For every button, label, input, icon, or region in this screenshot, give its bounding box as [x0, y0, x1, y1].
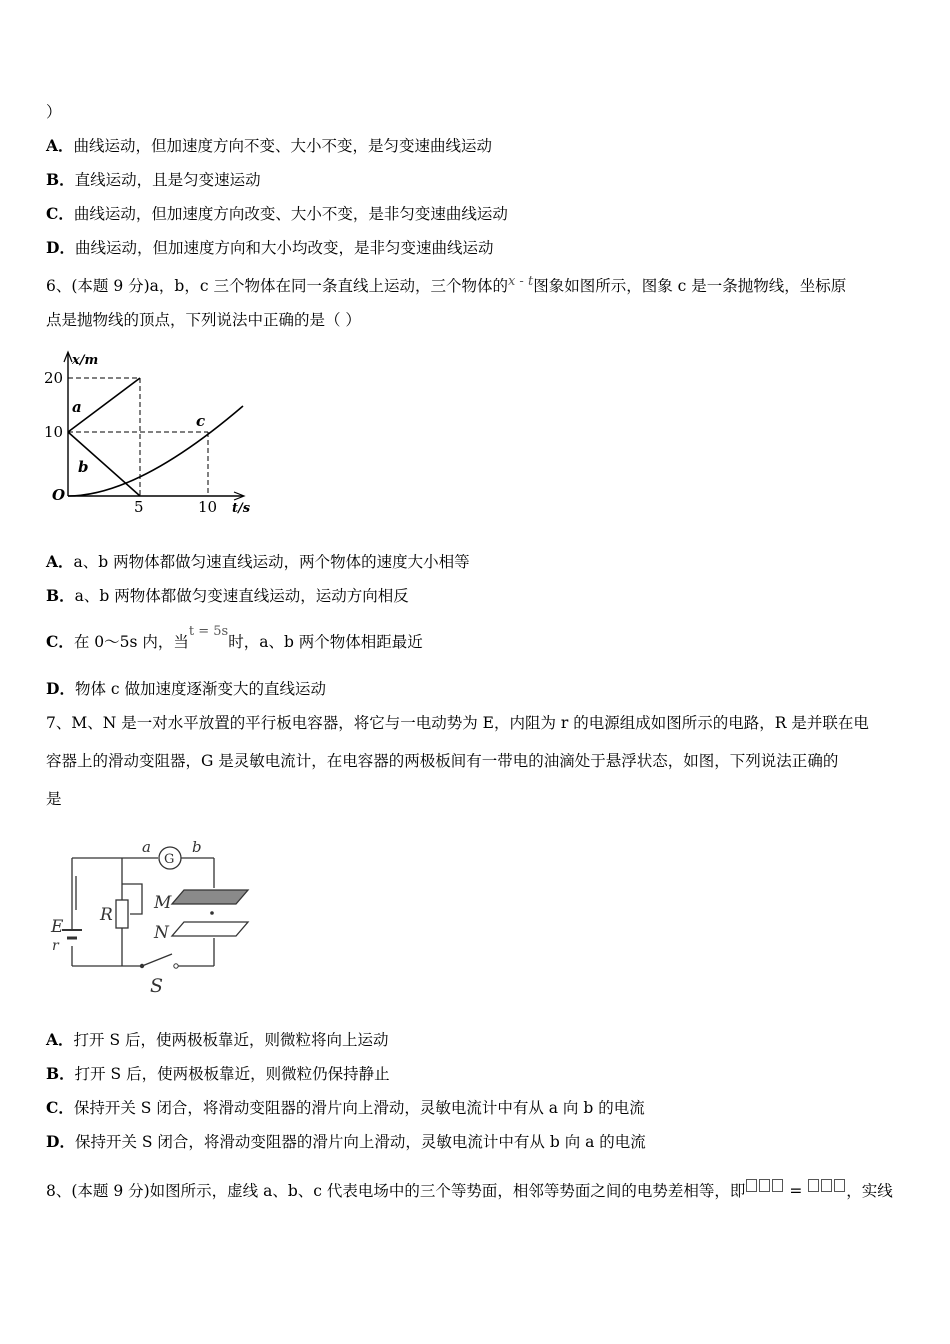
origin-label: O — [52, 486, 66, 504]
option-text: a、b 两物体都做匀速直线运动，两个物体的速度大小相等 — [73, 553, 470, 571]
option-text: 打开 S 后，使两极板靠近，则微粒仍保持静止 — [74, 1065, 390, 1083]
potential-diff-symbol — [821, 1179, 832, 1192]
potential-diff-symbol — [746, 1179, 757, 1192]
label-a: a — [142, 838, 151, 856]
q7-circuit-diagram — [46, 836, 258, 998]
option-text: a、b 两物体都做匀变速直线运动，运动方向相反 — [74, 587, 409, 605]
option-letter: D． — [46, 238, 75, 257]
q6-stem-line1 — [46, 272, 846, 296]
label-b: b — [78, 458, 89, 476]
label-a: a — [72, 398, 82, 416]
option-letter: D． — [46, 1132, 75, 1151]
rheostat-slider — [122, 884, 142, 914]
option-text: 曲线运动，但加速度方向不变、大小不变，是匀变速曲线运动 — [73, 137, 493, 155]
q7-stem-line2: 容器上的滑动变阻器，G 是灵敏电流计，在电容器的两极板间有一带电的油滴处于悬浮状态，如图，下列说法正确的 — [46, 752, 839, 770]
q7-option-a[interactable] — [46, 1030, 389, 1050]
label-s: S — [150, 975, 164, 997]
q5-option-c[interactable] — [46, 204, 508, 224]
q8-stem-eq: = — [789, 1182, 803, 1200]
option-letter: A． — [46, 552, 74, 571]
potential-diff-symbol — [772, 1179, 783, 1192]
label-m: M — [154, 893, 172, 913]
option-text: 曲线运动，但加速度方向和大小均改变，是非匀变速曲线运动 — [74, 239, 494, 257]
rheostat-body — [116, 900, 128, 928]
q6-stem-math: x - t — [507, 274, 534, 289]
potential-diff-symbol — [759, 1179, 770, 1192]
q6-xt-graph — [38, 346, 268, 518]
question-number: 7、 — [46, 714, 72, 732]
label-r-internal: r — [52, 938, 59, 954]
q8-stem-line1 — [46, 1179, 893, 1201]
label-n: N — [154, 923, 169, 943]
q6-option-d[interactable] — [46, 679, 326, 699]
y-axis-label: x/m — [72, 353, 99, 368]
q7-option-c[interactable] — [46, 1098, 645, 1118]
q8-stem-b: ，实线 — [846, 1182, 893, 1200]
q7-stem-line1 — [46, 713, 869, 733]
switch-pivot — [140, 964, 144, 968]
q6-option-a[interactable] — [46, 552, 470, 572]
plate-m — [172, 890, 248, 904]
option-letter: C． — [46, 1098, 74, 1117]
option-letter: C． — [46, 632, 74, 651]
q5-option-b[interactable] — [46, 170, 261, 190]
switch-blade — [142, 954, 172, 966]
option-text: 直线运动，且是匀变速运动 — [74, 171, 261, 189]
option-text-a: 在 0～5s 内，当 — [73, 633, 189, 651]
label-r: R — [100, 905, 113, 925]
x-axis-label: t/s — [232, 501, 251, 516]
q7-option-b[interactable] — [46, 1064, 390, 1084]
plate-n — [172, 922, 248, 936]
option-text: 打开 S 后，使两极板靠近，则微粒将向上运动 — [73, 1031, 389, 1049]
q6-option-c[interactable] — [46, 624, 423, 654]
q6-option-b[interactable] — [46, 586, 409, 606]
q5-option-d[interactable] — [46, 238, 493, 258]
curve-c — [68, 406, 243, 496]
option-letter: C． — [46, 204, 74, 223]
label-e: E — [51, 917, 64, 937]
q7-stem-line3: 是 — [46, 790, 62, 808]
x-tick-5: 5 — [134, 498, 144, 516]
q6-stem-a: (本题 9 分)a，b，c 三个物体在同一条直线上运动，三个物体的 — [71, 277, 508, 295]
potential-diff-symbol — [808, 1179, 819, 1192]
potential-diff-symbol — [834, 1179, 845, 1192]
option-letter: B． — [46, 170, 75, 189]
option-letter: B． — [46, 586, 75, 605]
option-letter: A． — [46, 136, 74, 155]
option-text-b: 时，a、b 两个物体相距最近 — [228, 633, 423, 651]
q6-stem-line2: 点是抛物线的顶点，下列说法中正确的是（ ） — [46, 311, 361, 329]
oil-droplet — [210, 911, 214, 915]
label-g: G — [164, 852, 175, 867]
option-letter: B． — [46, 1064, 75, 1083]
q5-option-a[interactable] — [46, 136, 492, 156]
option-letter: D． — [46, 679, 75, 698]
question-number: 8、 — [46, 1182, 72, 1200]
option-text: 保持开关 S 闭合，将滑动变阻器的滑片向上滑动，灵敏电流计中有从 a 向 b 的电流 — [73, 1099, 645, 1117]
q7-stem-a: M、N 是一对水平放置的平行板电容器，将它与一电动势为 E，内阻为 r 的电源组成如图所示的电路，R 是并联在电 — [71, 714, 869, 732]
option-letter: A． — [46, 1030, 74, 1049]
y-tick-20: 20 — [44, 369, 64, 387]
label-b: b — [192, 838, 202, 856]
y-tick-10: 10 — [44, 423, 64, 441]
option-text: 曲线运动，但加速度方向改变、大小不变，是非匀变速曲线运动 — [73, 205, 508, 223]
x-tick-10: 10 — [198, 498, 218, 516]
option-text: 物体 c 做加速度逐渐变大的直线运动 — [74, 680, 326, 698]
question-number: 6、 — [46, 277, 72, 295]
q7-option-d[interactable] — [46, 1132, 646, 1152]
q5-tail: ） — [46, 103, 62, 121]
q8-stem-a: (本题 9 分)如图所示，虚线 a、b、c 代表电场中的三个等势面，相邻等势面之间的电势差相等，即 — [71, 1182, 746, 1200]
option-math: t = 5s — [188, 624, 229, 639]
label-c: c — [196, 412, 206, 430]
switch-contact — [174, 964, 178, 968]
option-text: 保持开关 S 闭合，将滑动变阻器的滑片向上滑动，灵敏电流计中有从 b 向 a 的电流 — [74, 1133, 646, 1151]
q6-stem-b: 图象如图所示，图象 c 是一条抛物线，坐标原 — [533, 277, 847, 295]
